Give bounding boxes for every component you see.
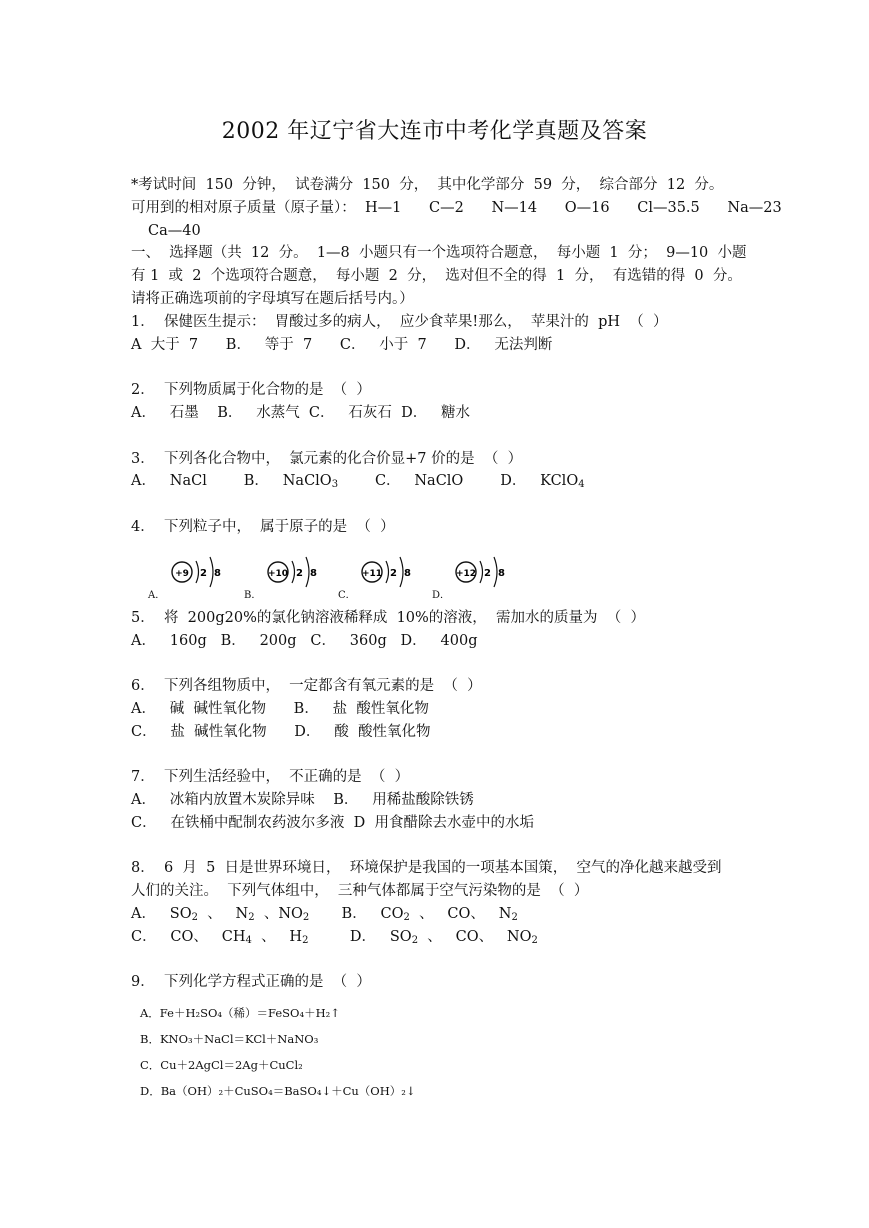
svg-text:8: 8 (310, 568, 317, 579)
q9-option-c: C．Cu＋2AgCl＝2Ag＋CuCl₂ (140, 1058, 303, 1072)
svg-text:2: 2 (200, 568, 207, 579)
q6-stem: 6． 下列各组物质中， 一定都含有氧元素的是 （ ） (131, 678, 482, 694)
atom-diagram-b (266, 552, 326, 592)
q3-stem: 3． 下列各化合物中， 氯元素的化合价显+7 价的是 （ ） (131, 451, 523, 467)
svg-text:8: 8 (498, 568, 505, 579)
atom-structure-options (148, 552, 548, 601)
q9-stem: 9． 下列化学方程式正确的是 （ ） (131, 974, 371, 990)
atom-option-b: B． +10 2 8 (244, 552, 334, 598)
page-title: 2002 年辽宁省大连市中考化学真题及答案 (221, 119, 648, 144)
q8-options: A． $SO_2$ 、 $N_2$ 、$NO_2$ B． $CO_2$ 、 CO、 $N_2$ (131, 906, 518, 923)
atom-option-d: D． +12 2 8 (432, 552, 522, 598)
section-line: 一、 选择题（共 12 分。 1—8 小题只有一个选项符合题意， 每小题 1 分； 9—10 小题 (131, 245, 747, 261)
q1-options: A 大于 7 B． 等于 7 C． 小于 7 D． 无法判断 (131, 337, 553, 353)
section-line: 请将正确选项前的字母填写在题后括号内。） (131, 291, 414, 307)
q7-stem: 7． 下列生活经验中， 不正确的是 （ ） (131, 769, 410, 785)
intro-line: Ca—40 (148, 223, 201, 239)
q2-stem: 2． 下列物质属于化合物的是 （ ） (131, 382, 371, 398)
svg-text:8: 8 (214, 568, 221, 579)
q6-options: A． 碱 碱性氧化物 B． 盐 酸性氧化物 (131, 701, 429, 717)
svg-text:+10: +10 (267, 569, 289, 579)
section-line: 有 1 或 2 个选项符合题意， 每小题 2 分， 选对但不全的得 1 分， 有选错的得 0 分。 (131, 268, 742, 284)
svg-text:8: 8 (404, 568, 411, 579)
atom-diagram-c (360, 552, 420, 592)
svg-text:+9: +9 (175, 569, 189, 579)
q8-options: C． CO、 $CH_4$ 、 $H_2$ D． $SO_2$ 、 CO、 $NO_2$ (131, 929, 538, 946)
q9-option-b: B．KNO₃＋NaCl＝KCl＋NaNO₃ (140, 1032, 319, 1046)
atom-option-a: A． +9 2 8 (148, 552, 238, 598)
atom-diagram-a (170, 552, 230, 592)
q7-options: C． 在铁桶中配制农药波尔多液 D 用食醋除去水壶中的水垢 (131, 815, 534, 831)
svg-text:+12: +12 (455, 569, 477, 579)
svg-text:2: 2 (390, 568, 397, 579)
svg-text:2: 2 (484, 568, 491, 579)
q5-stem: 5． 将 200g20%的氯化钠溶液稀释成 10%的溶液， 需加水的质量为 （ ） (131, 610, 645, 626)
intro-line: *考试时间 150 分钟， 试卷满分 150 分， 其中化学部分 59 分， 综合部分 12 分。 (131, 177, 724, 193)
q6-options: C． 盐 碱性氧化物 D． 酸 酸性氧化物 (131, 724, 431, 740)
q9-option-d: D．Ba（OH）₂＋CuSO₄＝BaSO₄↓＋Cu（OH）₂↓ (140, 1084, 416, 1098)
q8-stem: 人们的关注。 下列气体组中， 三种气体都属于空气污染物的是 （ ） (131, 883, 589, 899)
q2-options: A． 石墨 B． 水蒸气 C． 石灰石 D． 糖水 (131, 405, 471, 421)
q9-option-a: A．Fe＋H₂SO₄（稀）＝FeSO₄＋H₂↑ (140, 1006, 340, 1020)
q5-options: A． 160g B． 200g C． 360g D． 400g (131, 633, 478, 649)
svg-text:2: 2 (296, 568, 303, 579)
q7-options: A． 冰箱内放置木炭除异味 B． 用稀盐酸除铁锈 (131, 792, 474, 808)
svg-text:+11: +11 (361, 569, 383, 579)
q1-stem: 1． 保健医生提示： 胃酸过多的病人， 应少食苹果!那么， 苹果汁的 pH （ ） (131, 314, 668, 330)
atom-option-c: C． +11 2 8 (338, 552, 428, 598)
atom-diagram-d (454, 552, 514, 592)
q4-stem: 4． 下列粒子中， 属于原子的是 （ ） (131, 519, 395, 535)
q3-options: A． NaCl B． NaClO$_3$ C． NaClO D． KClO$_4$ (131, 473, 585, 490)
intro-line: 可用到的相对原子质量（原子量）： H—1 C—2 N—14 O—16 Cl—35.5 Na—23 (131, 200, 782, 216)
q8-stem: 8． 6 月 5 日是世界环境日， 环境保护是我国的一项基本国策， 空气的净化越来越受到 (131, 860, 722, 876)
